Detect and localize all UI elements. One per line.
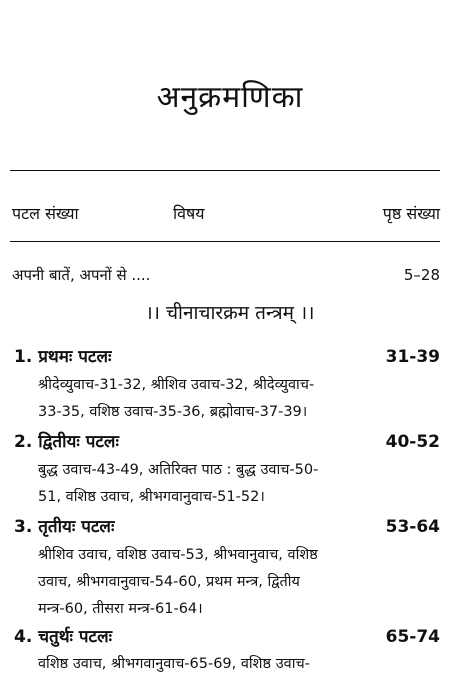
chapter-pages: 53-64 xyxy=(385,517,440,537)
page-title: अनुक्रमणिका xyxy=(156,80,304,115)
intro-entry-label: अपनी बातें, अपनों से .... xyxy=(12,266,151,284)
chapter-content-line: 51, वशिष्ठ उवाच, श्रीभगवानुवाच-51-52। xyxy=(38,489,265,505)
chapter-content-line: मन्त्र-60, तीसरा मन्त्र-61-64। xyxy=(38,601,203,617)
intro-entry-pages: 5–28 xyxy=(403,266,440,284)
chapter-content-line: वशिष्ठ उवाच, श्रीभगवानुवाच-65-69, वशिष्ठ उवाच- xyxy=(38,656,310,672)
chapter-content-line: श्रीदेव्युवाच-31-32, श्रीशिव उवाच-32, श्रीदेव्युवाच- xyxy=(38,377,315,393)
chapter-pages: 65-74 xyxy=(385,627,440,647)
chapter-content-line: बुद्ध उवाच-43-49, अतिरिक्त पाठ : बुद्ध उवाच-50- xyxy=(38,462,319,478)
chapter-content-line: उवाच, श्रीभगवानुवाच-54-60, प्रथम मन्त्र, द्वितीय xyxy=(38,574,300,590)
chapter-content-line: श्रीशिव उवाच, वशिष्ठ उवाच-53, श्रीभवानुवाच, वशिष्ठ xyxy=(38,547,318,563)
chapter-content-line: 33-35, वशिष्ठ उवाच-35-36, ब्रह्मोवाच-37-39। xyxy=(38,404,308,420)
chapter-pages: 31-39 xyxy=(385,347,440,367)
header-rule xyxy=(10,241,440,242)
chapter-heading: 1. प्रथमः पटलः xyxy=(14,347,112,367)
top-rule xyxy=(10,170,440,171)
section-title: ।। चीनाचारक्रम तन्त्रम् ।। xyxy=(145,302,315,324)
header-page-number: पृष्ठ संख्या xyxy=(382,204,440,223)
chapter-heading: 3. तृतीयः पटलः xyxy=(14,517,115,537)
chapter-heading: 2. द्वितीयः पटलः xyxy=(14,432,119,452)
chapter-pages: 40-52 xyxy=(385,432,440,452)
chapter-heading: 4. चतुर्थः पटलः xyxy=(14,627,113,647)
header-chapter-number: पटल संख्या xyxy=(12,204,79,223)
header-subject: विषय xyxy=(173,204,205,223)
